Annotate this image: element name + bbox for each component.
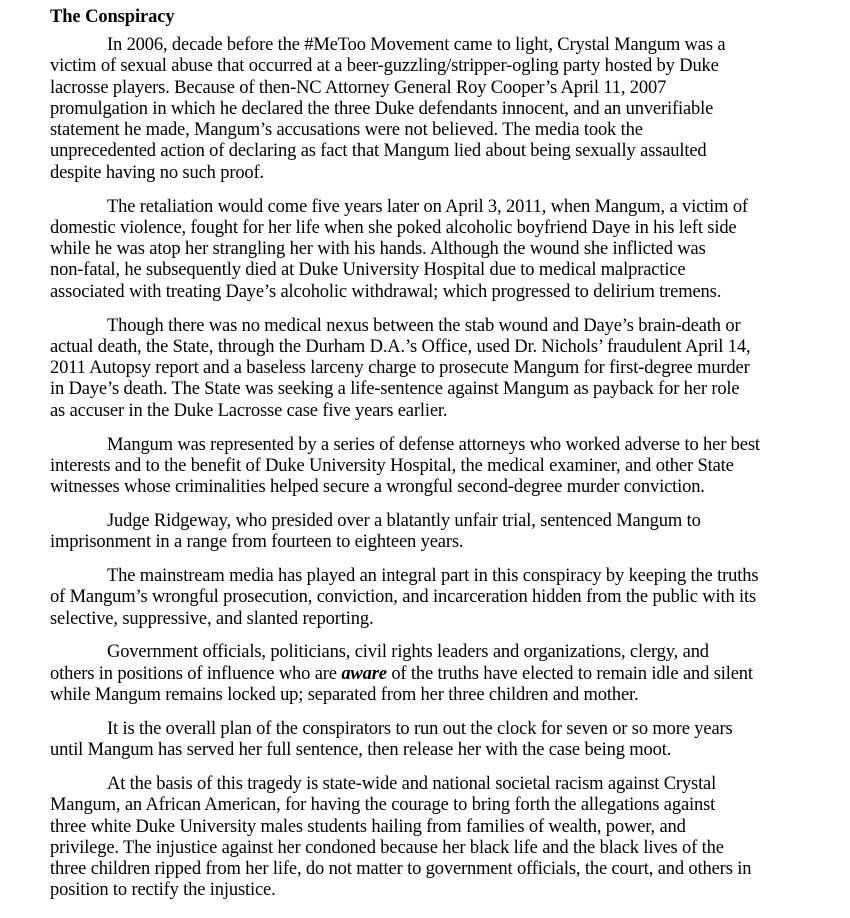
paragraph-line: promulgation in which he declared the three Duke defendants innocent, and an unverifiable <box>50 98 714 119</box>
paragraph-line: three children ripped from her life, do not matter to government officials, the court, and others in <box>50 859 752 880</box>
paragraph <box>50 774 850 902</box>
paragraph-line: in Daye’s death. The State was seeking a life-sentence against Mangum as payback for her role <box>50 379 740 400</box>
paragraph-line: The retaliation would come five years later on April 3, 2011, when Mangum, a victim of <box>107 196 748 217</box>
paragraph-line: imprisonment in a range from fourteen to eighteen years. <box>50 532 464 553</box>
paragraph-line: statement he made, Mangum’s accusations were not believed. The media took the <box>50 120 643 141</box>
paragraph-line: The mainstream media has played an integral part in this conspiracy by keeping the truths <box>107 566 759 587</box>
paragraph-line: Government officials, politicians, civil rights leaders and organizations, clergy, and <box>107 642 709 663</box>
paragraph-line: of Mangum’s wrongful prosecution, conviction, and incarceration hidden from the public with its <box>50 587 757 608</box>
paragraph-line: while he was atop her strangling her with his hands. Although the wound she inflicted was <box>50 239 706 260</box>
paragraph-line: At the basis of this tragedy is state-wide and national societal racism against Crystal <box>107 773 717 794</box>
paragraph-line: Mangum was represented by a series of defense attorneys who worked adverse to her best <box>107 434 760 455</box>
paragraph-line: until Mangum has served her full sentence, then release her with the case being moot. <box>50 740 672 761</box>
paragraph-line <box>50 664 850 685</box>
paragraph-line: selective, suppressive, and slanted reporting. <box>50 608 374 629</box>
paragraph-line: 2011 Autopsy report and a baseless larceny charge to prosecute Mangum for first-degree murder <box>50 358 750 379</box>
paragraph-line: three white Duke University males students hailing from families of wealth, power, and <box>50 816 686 837</box>
paragraph-line: Judge Ridgeway, who presided over a blatantly unfair trial, sentenced Mangum to <box>107 510 701 531</box>
paragraph-line: In 2006, decade before the #MeToo Movement came to light, Crystal Mangum was a <box>107 35 726 55</box>
document-body <box>50 35 850 902</box>
line-text: others in positions of influence who are <box>50 663 342 684</box>
paragraph-line: Though there was no medical nexus between the stab wound and Daye’s brain-death or <box>107 315 741 336</box>
paragraph <box>50 35 850 184</box>
paragraph <box>50 316 850 422</box>
paragraph-line: witnesses whose criminalities helped secure a wrongful second-degree murder conviction. <box>50 477 705 498</box>
paragraph-line: domestic violence, fought for her life when she poked alcoholic boyfriend Daye in his left side <box>50 217 737 238</box>
paragraph-line: while Mangum remains locked up; separated from her three children and mother. <box>50 685 639 706</box>
paragraph <box>50 435 850 499</box>
paragraph-line: unprecedented action of declaring as fact that Mangum lied about being sexually assaulted <box>50 141 707 162</box>
paragraph <box>50 197 850 303</box>
paragraph-line: associated with treating Daye’s alcoholic withdrawal; which progressed to delirium tremens. <box>50 281 722 302</box>
paragraph-line: victim of sexual abuse that occurred at a beer-guzzling/stripper-ogling party hosted by Duke <box>50 56 719 77</box>
paragraph-line: Mangum, an African American, for having the courage to bring forth the allegations against <box>50 795 716 816</box>
paragraph-line: non-fatal, he subsequently died at Duke University Hospital due to medical malpractice <box>50 260 686 281</box>
paragraph-line: actual death, the State, through the Durham D.A.’s Office, used Dr. Nichols’ fraudulent April 14, <box>50 336 751 357</box>
paragraph-line: interests and to the benefit of Duke University Hospital, the medical examiner, and other State <box>50 455 734 476</box>
paragraph <box>50 566 850 630</box>
paragraph <box>50 642 850 706</box>
emphasized-word: aware <box>341 663 387 684</box>
paragraph-line: despite having no such proof. <box>50 162 265 183</box>
section-heading: The Conspiracy <box>50 7 175 27</box>
paragraph-line: It is the overall plan of the conspirators to run out the clock for seven or so more years <box>107 718 733 739</box>
paragraph-line: lacrosse players. Because of then-NC Attorney General Roy Cooper’s April 11, 2007 <box>50 77 667 98</box>
paragraph-line: as accuser in the Duke Lacrosse case five years earlier. <box>50 400 448 421</box>
paragraph <box>50 719 850 762</box>
paragraph <box>50 511 850 554</box>
line-text: of the truths have elected to remain idle and silent <box>386 663 753 684</box>
paragraph-line: position to rectify the injustice. <box>50 880 276 901</box>
paragraph-line: privilege. The injustice against her condoned because her black life and the black lives of the <box>50 837 724 858</box>
